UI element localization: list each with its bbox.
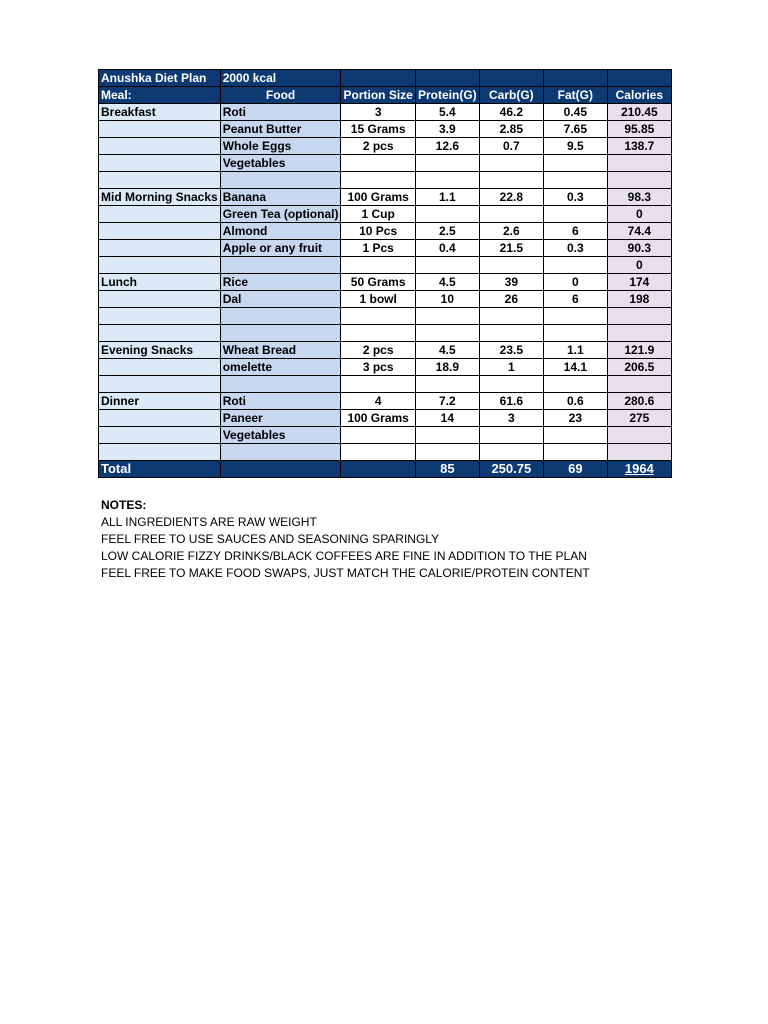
cell-carb[interactable]: 26 (479, 291, 543, 308)
total-protein[interactable]: 85 (415, 461, 479, 478)
table-row (99, 240, 672, 257)
header-protein[interactable]: Protein(G) (415, 87, 479, 104)
cell-food[interactable]: Wheat Bread (220, 342, 341, 359)
cell-portion[interactable]: 100 Grams (341, 410, 415, 427)
cell-protein[interactable]: 0.4 (415, 240, 479, 257)
cell-meal[interactable] (99, 308, 221, 325)
cell-portion[interactable] (341, 257, 415, 274)
table-row (99, 274, 672, 291)
cell-food[interactable]: Almond (220, 223, 341, 240)
cell-carb[interactable] (479, 257, 543, 274)
cell-protein[interactable]: 10 (415, 291, 479, 308)
cell-fat[interactable] (543, 427, 607, 444)
cell-fat[interactable]: 6 (543, 223, 607, 240)
cell-calories[interactable]: 210.45 (607, 104, 671, 121)
cell-fat[interactable] (543, 376, 607, 393)
cell-food[interactable]: Roti (220, 104, 341, 121)
cell-food[interactable]: Whole Eggs (220, 138, 341, 155)
cell-food[interactable] (220, 325, 341, 342)
cell-food[interactable]: Vegetables (220, 155, 341, 172)
cell-carb[interactable] (479, 308, 543, 325)
cell-protein[interactable]: 14 (415, 410, 479, 427)
cell-protein[interactable] (415, 427, 479, 444)
cell-calories[interactable]: 198 (607, 291, 671, 308)
cell-protein[interactable] (415, 308, 479, 325)
cell-fat[interactable] (543, 206, 607, 223)
cell-calories[interactable]: 0 (607, 257, 671, 274)
cell-carb[interactable]: 22.8 (479, 189, 543, 206)
cell-carb[interactable]: 0.7 (479, 138, 543, 155)
cell-fat[interactable]: 23 (543, 410, 607, 427)
cell-protein[interactable] (415, 325, 479, 342)
cell-carb[interactable]: 46.2 (479, 104, 543, 121)
cell-carb[interactable] (479, 376, 543, 393)
cell-portion[interactable]: 4 (341, 393, 415, 410)
cell-protein[interactable] (415, 172, 479, 189)
cell-calories[interactable]: 275 (607, 410, 671, 427)
cell-protein[interactable]: 2.5 (415, 223, 479, 240)
total-calories[interactable] (607, 461, 671, 478)
spacer-row (99, 172, 672, 189)
cell-meal[interactable] (99, 240, 221, 257)
total-label[interactable]: Total (99, 461, 221, 478)
cell-food[interactable]: Roti (220, 393, 341, 410)
cell-calories[interactable]: 90.3 (607, 240, 671, 257)
cell-protein[interactable]: 4.5 (415, 274, 479, 291)
note-line: ALL INGREDIENTS ARE RAW WEIGHT (101, 515, 317, 529)
spacer-row (99, 376, 672, 393)
table-row (99, 291, 672, 308)
cell-carb[interactable]: 21.5 (479, 240, 543, 257)
cell-fat[interactable]: 0.3 (543, 189, 607, 206)
table-row (99, 427, 672, 444)
cell-calories[interactable] (607, 308, 671, 325)
diet-plan-table (98, 69, 672, 478)
cell-fat[interactable]: 0 (543, 274, 607, 291)
cell-meal[interactable]: Lunch (99, 274, 221, 291)
cell-meal[interactable]: Dinner (99, 393, 221, 410)
table-row (99, 393, 672, 410)
cell-food[interactable]: Paneer (220, 410, 341, 427)
title-cell-empty[interactable] (543, 70, 607, 87)
cell-meal[interactable] (99, 155, 221, 172)
cell-portion[interactable] (341, 427, 415, 444)
cell-portion[interactable] (341, 325, 415, 342)
cell-portion[interactable]: 100 Grams (341, 189, 415, 206)
total-cell-empty[interactable] (220, 461, 341, 478)
note-line: FEEL FREE TO USE SAUCES AND SEASONING SPARINGLY (101, 532, 440, 546)
cell-food[interactable]: Apple or any fruit (220, 240, 341, 257)
cell-portion[interactable]: 1 Cup (341, 206, 415, 223)
cell-calories[interactable]: 174 (607, 274, 671, 291)
cell-carb[interactable]: 2.6 (479, 223, 543, 240)
cell-carb[interactable] (479, 172, 543, 189)
table-row (99, 257, 672, 274)
cell-protein[interactable]: 3.9 (415, 121, 479, 138)
cell-carb[interactable] (479, 155, 543, 172)
total-row (99, 461, 672, 478)
cell-protein[interactable]: 4.5 (415, 342, 479, 359)
cell-carb[interactable]: 61.6 (479, 393, 543, 410)
cell-carb[interactable] (479, 206, 543, 223)
cell-meal[interactable] (99, 206, 221, 223)
header-food[interactable]: Food (220, 87, 341, 104)
cell-calories[interactable] (607, 427, 671, 444)
header-meal[interactable]: Meal: (99, 87, 221, 104)
spacer-row (99, 308, 672, 325)
cell-food[interactable]: Green Tea (optional) (220, 206, 341, 223)
table-row (99, 410, 672, 427)
cell-carb[interactable]: 1 (479, 359, 543, 376)
cell-calories[interactable] (607, 376, 671, 393)
cell-food[interactable] (220, 308, 341, 325)
cell-carb[interactable]: 3 (479, 410, 543, 427)
cell-protein[interactable] (415, 257, 479, 274)
total-fat[interactable]: 69 (543, 461, 607, 478)
header-fat[interactable]: Fat(G) (543, 87, 607, 104)
table-row (99, 206, 672, 223)
cell-portion[interactable]: 3 pcs (341, 359, 415, 376)
cell-fat[interactable]: 1.1 (543, 342, 607, 359)
cell-portion[interactable] (341, 376, 415, 393)
header-portion[interactable]: Portion Size (341, 87, 415, 104)
cell-portion[interactable]: 2 pcs (341, 342, 415, 359)
cell-food[interactable]: Peanut Butter (220, 121, 341, 138)
title-row (99, 70, 672, 87)
cell-carb[interactable]: 39 (479, 274, 543, 291)
cell-food[interactable] (220, 376, 341, 393)
notes-heading: NOTES: (101, 498, 147, 512)
cell-protein[interactable]: 5.4 (415, 104, 479, 121)
cell-meal[interactable]: Mid Morning Snacks (99, 189, 221, 206)
cell-protein[interactable] (415, 444, 479, 461)
cell-carb[interactable] (479, 444, 543, 461)
cell-portion[interactable] (341, 308, 415, 325)
cell-portion[interactable]: 1 bowl (341, 291, 415, 308)
cell-calories[interactable] (607, 172, 671, 189)
cell-food[interactable]: Vegetables (220, 427, 341, 444)
cell-food[interactable]: Banana (220, 189, 341, 206)
cell-fat[interactable]: 7.65 (543, 121, 607, 138)
spacer-row (99, 325, 672, 342)
cell-calories[interactable]: 98.3 (607, 189, 671, 206)
cell-protein[interactable] (415, 376, 479, 393)
cell-meal[interactable]: Breakfast (99, 104, 221, 121)
header-carb[interactable]: Carb(G) (479, 87, 543, 104)
cell-fat[interactable]: 0.3 (543, 240, 607, 257)
plan-kcal[interactable]: 2000 kcal (220, 70, 341, 87)
cell-carb[interactable]: 23.5 (479, 342, 543, 359)
table-row (99, 189, 672, 206)
cell-meal[interactable] (99, 257, 221, 274)
table-row (99, 359, 672, 376)
cell-food[interactable]: Rice (220, 274, 341, 291)
cell-fat[interactable] (543, 155, 607, 172)
cell-fat[interactable]: 9.5 (543, 138, 607, 155)
cell-fat[interactable] (543, 308, 607, 325)
note-line: LOW CALORIE FIZZY DRINKS/BLACK COFFEES ARE FINE IN ADDITION TO THE PLAN (101, 549, 587, 563)
cell-fat[interactable]: 0.6 (543, 393, 607, 410)
cell-portion[interactable] (341, 444, 415, 461)
header-calories[interactable]: Calories (607, 87, 671, 104)
cell-portion[interactable]: 1 Pcs (341, 240, 415, 257)
cell-calories[interactable]: 74.4 (607, 223, 671, 240)
cell-calories[interactable]: 206.5 (607, 359, 671, 376)
cell-meal[interactable] (99, 325, 221, 342)
cell-meal[interactable] (99, 172, 221, 189)
cell-meal[interactable] (99, 410, 221, 427)
table-row (99, 104, 672, 121)
cell-carb[interactable] (479, 427, 543, 444)
cell-protein[interactable] (415, 206, 479, 223)
cell-food[interactable]: omelette (220, 359, 341, 376)
plan-title[interactable]: Anushka Diet Plan (99, 70, 221, 87)
table-row (99, 155, 672, 172)
cell-fat[interactable] (543, 172, 607, 189)
cell-protein[interactable]: 12.6 (415, 138, 479, 155)
cell-meal[interactable] (99, 291, 221, 308)
cell-portion[interactable] (341, 172, 415, 189)
table-row (99, 121, 672, 138)
cell-food[interactable] (220, 257, 341, 274)
cell-meal[interactable] (99, 223, 221, 240)
cell-protein[interactable]: 18.9 (415, 359, 479, 376)
cell-fat[interactable]: 6 (543, 291, 607, 308)
cell-meal[interactable] (99, 376, 221, 393)
cell-meal[interactable] (99, 359, 221, 376)
table-row (99, 223, 672, 240)
notes-section (101, 497, 590, 582)
cell-portion[interactable]: 10 Pcs (341, 223, 415, 240)
cell-calories[interactable] (607, 325, 671, 342)
cell-meal[interactable] (99, 121, 221, 138)
cell-portion[interactable]: 50 Grams (341, 274, 415, 291)
cell-food[interactable]: Dal (220, 291, 341, 308)
cell-fat[interactable] (543, 444, 607, 461)
cell-protein[interactable] (415, 155, 479, 172)
table-row (99, 138, 672, 155)
cell-fat[interactable] (543, 325, 607, 342)
cell-fat[interactable] (543, 257, 607, 274)
cell-carb[interactable]: 2.85 (479, 121, 543, 138)
title-cell-empty[interactable] (341, 70, 415, 87)
cell-protein[interactable]: 1.1 (415, 189, 479, 206)
title-cell-empty[interactable] (415, 70, 479, 87)
total-calories-value: 1964 (624, 461, 654, 476)
cell-portion[interactable] (341, 155, 415, 172)
diet-plan-body (99, 70, 672, 461)
total-body (99, 461, 672, 478)
table-row (99, 342, 672, 359)
note-line: FEEL FREE TO MAKE FOOD SWAPS, JUST MATCH THE CALORIE/PROTEIN CONTENT (101, 566, 590, 580)
cell-calories[interactable]: 95.85 (607, 121, 671, 138)
cell-protein[interactable]: 7.2 (415, 393, 479, 410)
cell-fat[interactable]: 14.1 (543, 359, 607, 376)
cell-portion[interactable]: 15 Grams (341, 121, 415, 138)
cell-calories[interactable] (607, 155, 671, 172)
header-row (99, 87, 672, 104)
cell-portion[interactable]: 3 (341, 104, 415, 121)
cell-meal[interactable] (99, 444, 221, 461)
cell-food[interactable] (220, 172, 341, 189)
title-cell-empty[interactable] (479, 70, 543, 87)
cell-calories[interactable]: 121.9 (607, 342, 671, 359)
spacer-row (99, 444, 672, 461)
total-cell-empty[interactable] (341, 461, 415, 478)
cell-fat[interactable]: 0.45 (543, 104, 607, 121)
cell-portion[interactable]: 2 pcs (341, 138, 415, 155)
cell-calories[interactable] (607, 444, 671, 461)
cell-calories[interactable]: 138.7 (607, 138, 671, 155)
cell-meal[interactable] (99, 138, 221, 155)
cell-calories[interactable]: 280.6 (607, 393, 671, 410)
title-cell-empty[interactable] (607, 70, 671, 87)
cell-food[interactable] (220, 444, 341, 461)
total-carb[interactable]: 250.75 (479, 461, 543, 478)
cell-meal[interactable] (99, 427, 221, 444)
cell-carb[interactable] (479, 325, 543, 342)
cell-meal[interactable]: Evening Snacks (99, 342, 221, 359)
cell-calories[interactable]: 0 (607, 206, 671, 223)
